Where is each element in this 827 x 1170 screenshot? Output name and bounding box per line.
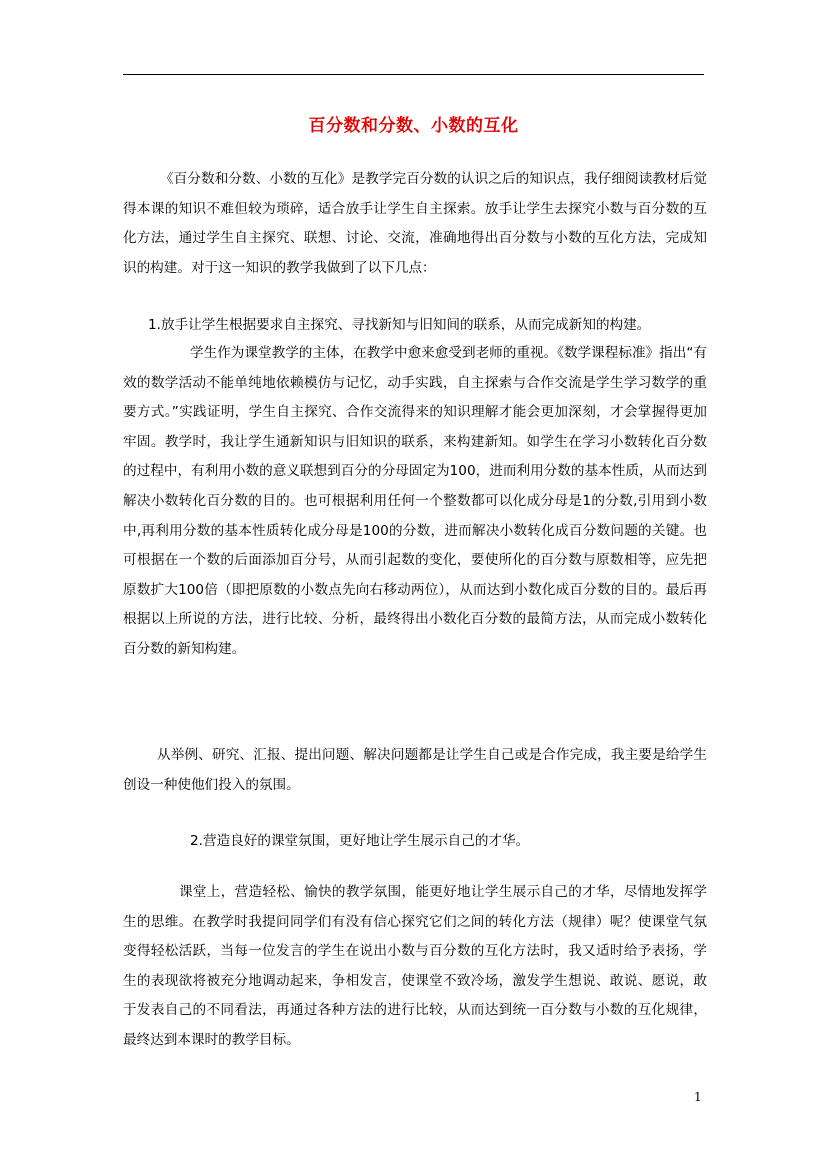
point-1-body: 学生作为课堂教学的主体，在教学中愈来愈受到老师的重视。《数学课程标准》指出“有效的数学活动不能单纯地依赖模仿与记忆，动手实践，自主探索与合作交流是学生学习数学的重要方式。”实践证明，学生自主探究、合作交流得来的知识理解才能会更加深刻，才会掌握得更加牢固。教学时，我让学生通新知识与旧知识的联系，来构建新知。如学生在学习小数转化百分数的过程中，有利用小数的意义联想到百分的分母固定为100，进而利用分数的基本性质，从而达到解决小数转化百分数的目的。也可根据利用任何一个整数都可以化成分母是1的分数,引用到小数中,再利用分数的基本性质转化成分母是100的分数，进而解决小数转化成百分数问题的关键。也可根据在一个数的后面添加百分号，从而引起数的变化，要使所化的百分数与原数相等，应先把原数扩大100倍（即把原数的小数点先向右移动两位），从而达到小数化成百分数的目的。最后再根据以上所说的方法，进行比较、分析，最终得出小数化百分数的最简方法，从而完成小数转化百分数的新知构建。 bbox=[123, 345, 707, 657]
point-2-body: 课堂上，营造轻松、愉快的教学氛围，能更好地让学生展示自己的才华，尽情地发挥学生的思维。在教学时我提问同学们有没有信心探究它们之间的转化方法（规律）呢？使课堂气氛变得轻松活跃，当每一位发言的学生在说出小数与百分数的互化方法时，我又适时给予表扬，学生的表现欲将被充分地调动起来，争相发言，使课堂不致冷场，激发学生想说、敢说、愿说，敢于发表自己的不同看法，再通过各种方法的进行比较，从而达到统一百分数与小数的互化规律，最终达到本课时的教学目标。 bbox=[123, 884, 707, 1048]
point-1-heading: 1.放手让学生根据要求自主探究、寻找新知与旧知间的联系，从而完成新知的构建。 bbox=[148, 317, 651, 333]
page-number: 1 bbox=[694, 1090, 702, 1104]
intro-paragraph: 《百分数和分数、小数的互化》是教学完百分数的认识之后的知识点，我仔细阅读教材后觉得本课的知识不难但较为琐碎，适合放手让学生自主探索。放手让学生去探究小数与百分数的互化方法，通过学生自主探究、联想、讨论、交流，准确地得出百分数与小数的互化方法，完成知识的构建。对于这一知识的教学我做到了以下几点： bbox=[123, 171, 707, 276]
summary-paragraph: 从举例、研究、汇报、提出问题、解决问题都是让学生自己或是合作完成，我主要是给学生创设一种使他们投入的氛围。 bbox=[123, 747, 707, 793]
point-2-heading: 2.营造良好的课堂氛围，更好地让学生展示自己的才华。 bbox=[190, 833, 530, 849]
header-rule bbox=[123, 74, 704, 75]
document-title: 百分数和分数、小数的互化 bbox=[308, 116, 519, 136]
